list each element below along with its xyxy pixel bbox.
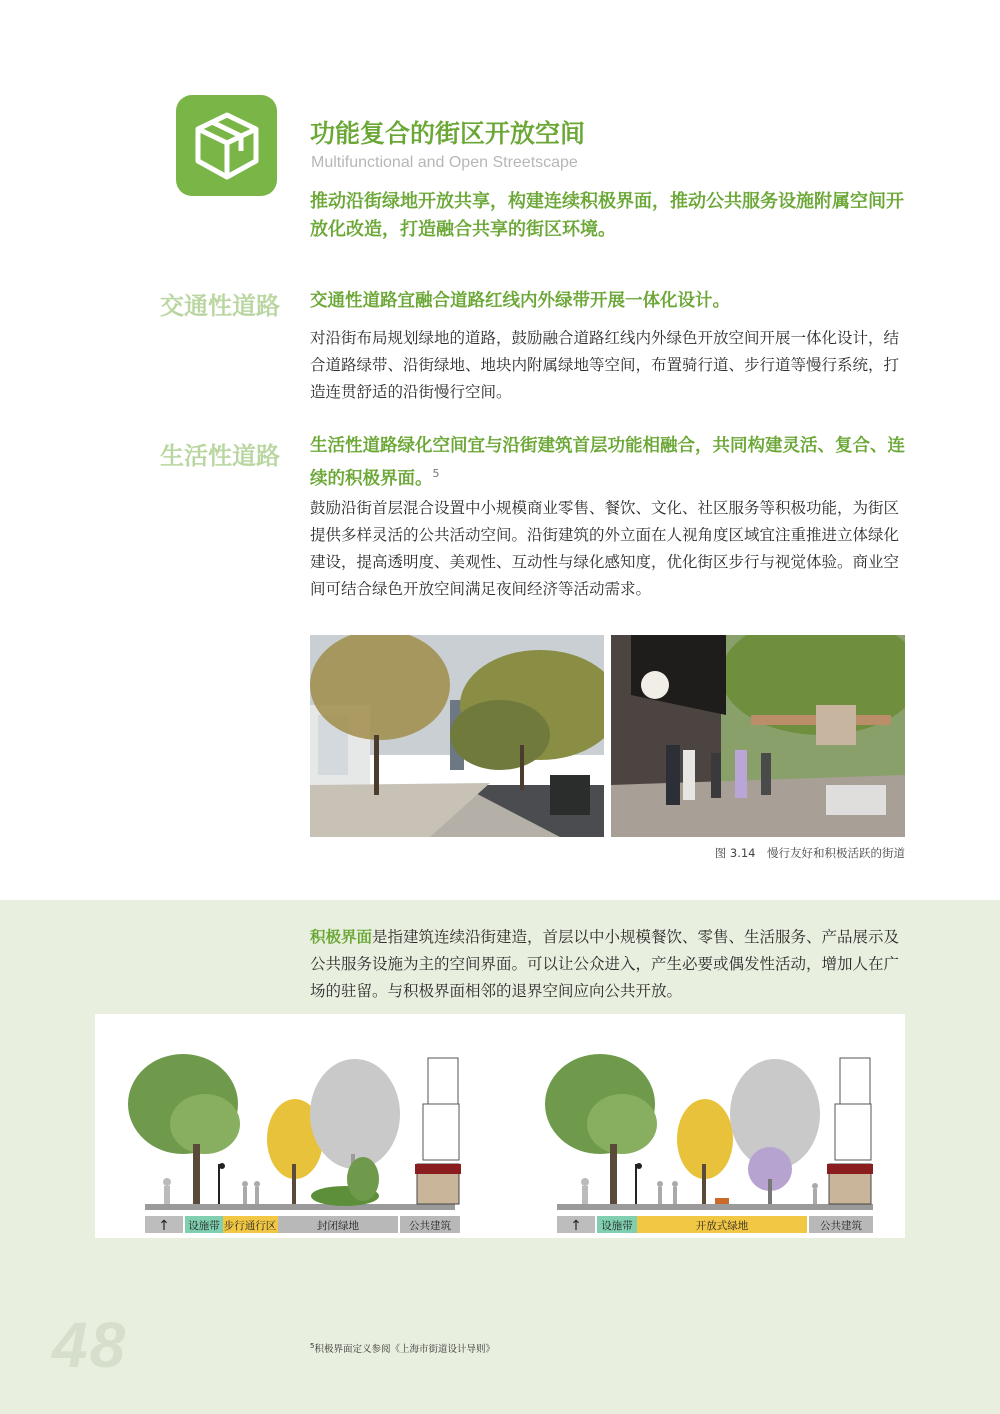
footnote: [310, 1341, 495, 1355]
lead-statement: 推动沿街绿地开放共享，构建连续积极界面，推动公共服务设施附属空间开放化改造，打造融合共享的街区环境。: [310, 191, 904, 240]
footnote-mark: 5: [310, 1341, 315, 1350]
zone-label-open-green: 开放式绿地: [695, 1220, 749, 1232]
arrow-up-icon: ↑: [570, 1218, 582, 1234]
definition-term: 积极界面: [310, 928, 373, 946]
zone-label-closed-green: 封闭绿地: [317, 1220, 359, 1232]
page-number: 48: [52, 1309, 128, 1381]
zone-label-facility: 设施带: [601, 1220, 633, 1232]
definition-text: [310, 924, 910, 1005]
section-heading-living-road: [310, 432, 910, 493]
footnote-ref: 5: [432, 467, 440, 480]
section-icon: [176, 95, 277, 196]
figure-caption: 图 3.14 慢行友好和积极活跃的街道: [714, 846, 905, 860]
section-body-traffic-road: 对沿街布局规划绿地的道路，鼓励融合道路红线内外绿色开放空间开展一体化设计，结合道路绿带、沿街绿地、地块内附属绿地等空间，布置骑行道、步行道等慢行系统，打造连贯舒适的沿街慢行空间。: [310, 329, 900, 401]
page-subtitle: Multifunctional and Open Streetscape: [311, 154, 578, 171]
photo-active-street: [611, 635, 905, 837]
street-section-diagram: [95, 1014, 905, 1238]
heading-text: 生活性道路绿化空间宜与沿街建筑首层功能相融合，共同构建灵活、复合、连续的积极界面。: [310, 436, 905, 489]
diagram-right-scene: [545, 1054, 873, 1234]
diagram-left-scene: [128, 1054, 461, 1234]
side-label-traffic-road: 交通性道路: [160, 292, 280, 320]
zone-label-facility: 设施带: [188, 1220, 220, 1232]
cube-icon: [190, 109, 264, 183]
zone-label-public-building: 公共建筑: [820, 1220, 862, 1232]
page-title: 功能复合的街区开放空间: [310, 119, 586, 148]
zone-label-walkway: 步行通行区: [223, 1220, 277, 1232]
photo-greenway-street: [310, 635, 604, 837]
arrow-up-icon: ↑: [158, 1218, 170, 1234]
side-label-living-road: 生活性道路: [160, 442, 280, 470]
definition-body: 是指建筑连续沿街建造，首层以中小规模餐饮、零售、生活服务、产品展示及公共服务设施为主的空间界面。可以让公众进入，产生必要或偶发性活动，增加人在广场的驻留。与积极界面相邻的退界空间应向公共开放。: [310, 928, 900, 1000]
zone-label-public-building: 公共建筑: [409, 1220, 451, 1232]
section-body-living-road: 鼓励沿街首层混合设置中小规模商业零售、餐饮、文化、社区服务等积极功能，为街区提供多样灵活的公共活动空间。沿街建筑的外立面在人视角度区域宜注重推进立体绿化建设，提高透明度、美观性、互动性与绿化感知度，优化街区步行与视觉体验。商业空间可结合绿色开放空间满足夜间经济等活动需求。: [310, 499, 900, 598]
section-heading-traffic-road: 交通性道路宜融合道路红线内外绿带开展一体化设计。: [310, 291, 730, 311]
footnote-text: 积极界面定义参阅《上海市街道设计导则》: [314, 1344, 495, 1355]
